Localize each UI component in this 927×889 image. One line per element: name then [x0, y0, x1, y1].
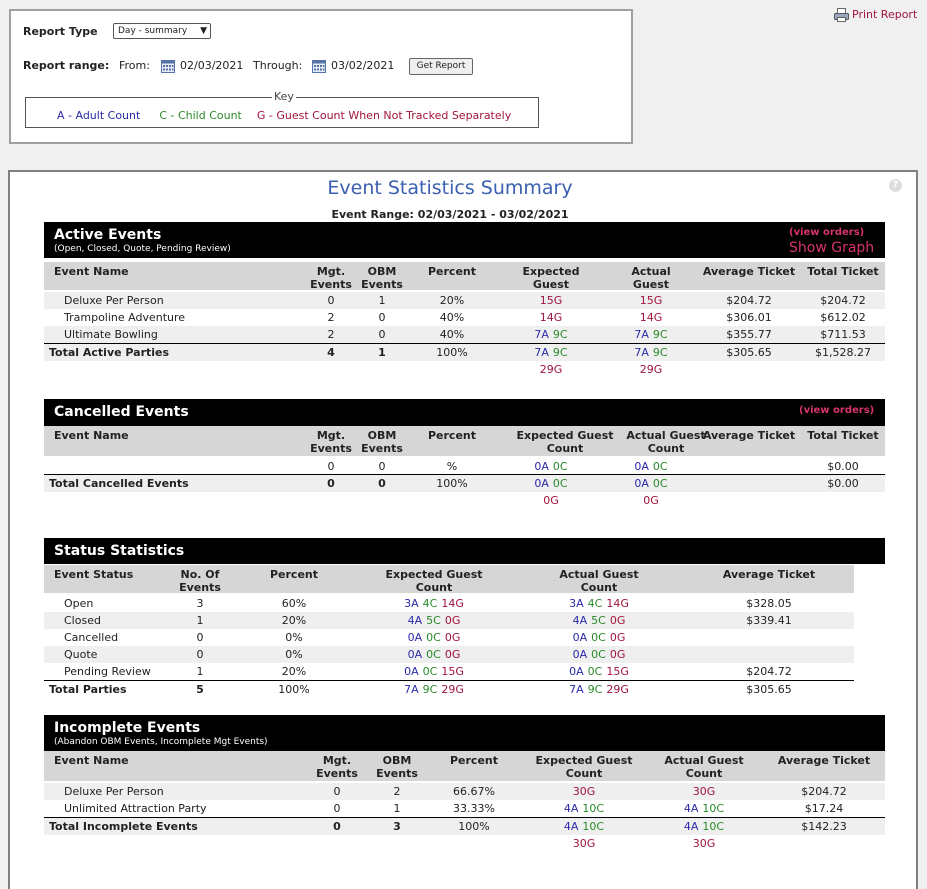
- expected-guest: [500, 460, 602, 473]
- through-label: Through:: [253, 59, 303, 72]
- total-label: Total Incomplete Events: [49, 820, 198, 833]
- guest-count-part: 30G: [572, 785, 596, 798]
- table-row: [44, 595, 854, 612]
- total-guest-row: [44, 835, 885, 852]
- guest-count-part: 4A: [683, 802, 699, 815]
- average-ticket: $305.65: [746, 683, 792, 696]
- expected-guest: [500, 346, 602, 359]
- active-events-title: Active Events: [54, 227, 162, 243]
- obm-events: 3: [393, 820, 401, 833]
- incomplete-events-subtitle: (Abandon OBM Events, Incomplete Mgt Events): [54, 737, 268, 747]
- percent: 100%: [458, 820, 490, 833]
- actual-guest: [534, 648, 664, 661]
- total-row: [44, 475, 885, 492]
- guest-count-part: 4A: [563, 802, 579, 815]
- number-of-events: 0: [196, 648, 204, 661]
- column-header-row: [44, 565, 854, 593]
- guest-count-part: 15G: [539, 294, 563, 307]
- percent: 100%: [436, 477, 468, 490]
- percent: 0%: [285, 648, 303, 661]
- percent: 40%: [439, 328, 465, 341]
- guest-count-part: 0C: [587, 665, 603, 678]
- mgt-events: 4: [327, 346, 335, 359]
- expected-guest: [500, 294, 602, 307]
- guest-count-part: 9C: [652, 346, 668, 359]
- column-header: Average Ticket: [702, 265, 796, 278]
- percent: 60%: [281, 597, 307, 610]
- percent: 20%: [281, 614, 307, 627]
- column-header: Total Ticket: [807, 429, 879, 442]
- guest-count-part: 3A: [404, 597, 419, 610]
- report-title: Event Statistics Summary: [327, 177, 573, 199]
- guest-count-part: 10C: [582, 820, 605, 833]
- guest-count-part: 10C: [702, 802, 725, 815]
- percent: 20%: [281, 665, 307, 678]
- column-header: Average Ticket: [722, 568, 816, 581]
- average-ticket: $204.72: [746, 665, 792, 678]
- cancelled-events-header: [44, 399, 885, 426]
- obm-events: 0: [378, 311, 386, 324]
- expected-guest: [500, 477, 602, 490]
- total-ticket: $711.53: [820, 328, 866, 341]
- guest-count-part: 0G: [609, 614, 626, 627]
- guest-count-part: 0C: [552, 460, 568, 473]
- key-legend-title: Key: [274, 90, 294, 103]
- average-ticket: $355.77: [726, 328, 772, 341]
- expected-guest: [500, 328, 602, 341]
- percent: 40%: [439, 311, 465, 324]
- table-row: [44, 783, 885, 800]
- column-header: Expected Guest Count: [385, 568, 483, 594]
- total-row: [44, 344, 885, 361]
- incomplete-events-header: [44, 715, 885, 751]
- table-row: [44, 612, 854, 629]
- active-events-subtitle: (Open, Closed, Quote, Pending Review): [54, 244, 231, 254]
- event-name: Deluxe Per Person: [64, 294, 164, 307]
- report-range-text: Event Range: 02/03/2021 - 03/02/2021: [331, 208, 569, 221]
- column-header: Total Ticket: [807, 265, 879, 278]
- guest-count-part: 7A: [534, 346, 549, 359]
- expected-guest: [524, 802, 644, 815]
- guest-count-part: 7A: [569, 683, 584, 696]
- obm-events: 1: [378, 346, 386, 359]
- guest-count-part: 9C: [652, 328, 668, 341]
- column-header-row: [44, 751, 885, 781]
- guest-count-part: 0G: [444, 648, 461, 661]
- guest-count-part: 0A: [407, 648, 423, 661]
- expected-guest: [364, 597, 504, 610]
- incomplete-events-title: Incomplete Events: [54, 720, 201, 736]
- print-report-link[interactable]: [834, 8, 917, 22]
- event-status: Quote: [64, 648, 98, 661]
- actual-guest-total: 30G: [692, 837, 716, 850]
- view-orders-link[interactable]: (view orders): [799, 405, 875, 416]
- total-row: [44, 681, 854, 698]
- column-header: Mgt. Events: [316, 754, 358, 780]
- event-name: Trampoline Adventure: [64, 311, 186, 324]
- report-type-value: Day - summary: [118, 26, 188, 36]
- guest-count-part: 0A: [534, 477, 549, 490]
- percent: 100%: [278, 683, 310, 696]
- help-icon[interactable]: ?: [889, 179, 902, 192]
- total-ticket: $1,528.27: [815, 346, 871, 359]
- expected-guest: [364, 665, 504, 678]
- table-row: [44, 458, 885, 475]
- from-label: From:: [119, 59, 150, 72]
- number-of-events: 5: [196, 683, 204, 696]
- event-status: Open: [64, 597, 94, 610]
- expected-guest: [524, 785, 644, 798]
- column-header: OBM Events: [361, 265, 403, 291]
- actual-guest: [534, 597, 664, 610]
- active-events-header: [44, 222, 885, 258]
- column-header: Actual Guest: [631, 265, 671, 291]
- obm-events: 0: [378, 460, 386, 473]
- guest-count-part: 4C: [587, 597, 603, 610]
- actual-guest: [534, 683, 664, 696]
- guest-count-part: 4A: [407, 614, 423, 627]
- guest-count-part: 14G: [639, 311, 663, 324]
- guest-count-part: 7A: [404, 683, 419, 696]
- actual-guest: [616, 328, 686, 341]
- guest-count-part: 15G: [639, 294, 663, 307]
- actual-guest: [616, 460, 686, 473]
- event-name: Unlimited Attraction Party: [64, 802, 207, 815]
- from-date-value[interactable]: 02/03/2021: [180, 59, 244, 72]
- total-ticket: $612.02: [820, 311, 866, 324]
- column-header: OBM Events: [376, 754, 418, 780]
- guest-count-part: 0A: [634, 477, 649, 490]
- column-header: Expected Guest Count: [516, 429, 614, 455]
- guest-count-part: 7A: [534, 328, 549, 341]
- guest-count-part: 0C: [552, 477, 568, 490]
- guest-count-part: 0A: [634, 460, 649, 473]
- percent: %: [446, 460, 458, 473]
- cancelled-events-section: [44, 399, 885, 519]
- guest-count-part: 0C: [426, 648, 441, 661]
- average-ticket: $204.72: [726, 294, 772, 307]
- number-of-events: 1: [196, 614, 204, 627]
- total-ticket: $0.00: [827, 460, 859, 473]
- guest-count-part: 0G: [609, 631, 626, 644]
- column-header: Expected Guest: [522, 265, 580, 291]
- guest-count-part: 7A: [634, 328, 649, 341]
- percent: 66.67%: [453, 785, 495, 798]
- column-header: Actual Guest Count: [559, 568, 639, 594]
- average-ticket: $339.41: [746, 614, 792, 627]
- column-header: Mgt. Events: [310, 265, 352, 291]
- guest-count-part: 4A: [563, 820, 579, 833]
- actual-guest: [616, 294, 686, 307]
- expected-guest: [364, 631, 504, 644]
- mgt-events: 2: [327, 311, 335, 324]
- guest-count-part: 14G: [606, 597, 629, 610]
- obm-events: 2: [393, 785, 401, 798]
- event-status: Cancelled: [64, 631, 119, 644]
- guest-count-part: 15G: [606, 665, 629, 678]
- expected-guest-total: 29G: [539, 363, 563, 376]
- actual-guest: [616, 477, 686, 490]
- guest-count-part: 0A: [404, 665, 419, 678]
- obm-events: 0: [378, 328, 386, 341]
- event-name: Deluxe Per Person: [64, 785, 164, 798]
- mgt-events: 0: [333, 820, 341, 833]
- column-header: OBM Events: [361, 429, 403, 455]
- mgt-events: 0: [327, 477, 335, 490]
- actual-guest: [654, 802, 754, 815]
- guest-count-part: 29G: [606, 683, 629, 696]
- actual-guest: [534, 665, 664, 678]
- event-name: Ultimate Bowling: [64, 328, 158, 341]
- column-header: Event Name: [54, 429, 129, 442]
- expected-guest-total: 30G: [572, 837, 596, 850]
- actual-guest-total: 29G: [639, 363, 663, 376]
- calendar-icon[interactable]: [312, 59, 326, 73]
- total-label: Total Active Parties: [49, 346, 170, 359]
- obm-events: 1: [378, 294, 386, 307]
- column-header: Percent: [427, 265, 477, 278]
- average-ticket: $328.05: [746, 597, 792, 610]
- view-orders-link[interactable]: (view orders): [789, 227, 865, 238]
- number-of-events: 1: [196, 665, 204, 678]
- expected-guest: [364, 614, 504, 627]
- guest-count-part: 0G: [609, 648, 626, 661]
- guest-count-part: 0C: [422, 665, 438, 678]
- column-header: Expected Guest Count: [535, 754, 633, 780]
- guest-count-part: 9C: [552, 328, 568, 341]
- column-header: Mgt. Events: [310, 429, 352, 455]
- guest-count-part: 0G: [444, 614, 461, 627]
- expected-guest: [500, 311, 602, 324]
- guest-count-part: 0C: [591, 631, 606, 644]
- status-statistics-section: [44, 538, 885, 708]
- total-guest-row: [44, 361, 885, 378]
- guest-count-part: 5C: [426, 614, 441, 627]
- total-label: Total Parties: [49, 683, 127, 696]
- number-of-events: 0: [196, 631, 204, 644]
- total-row: [44, 818, 885, 835]
- event-status: Closed: [64, 614, 101, 627]
- guest-count-part: 10C: [702, 820, 725, 833]
- guest-count-part: 15G: [441, 665, 464, 678]
- report-type-label: Report Type: [23, 25, 98, 38]
- percent: 33.33%: [453, 802, 495, 815]
- key-adult: A - Adult Count: [57, 109, 141, 122]
- average-ticket: $305.65: [726, 346, 772, 359]
- average-ticket: $204.72: [801, 785, 847, 798]
- event-status: Pending Review: [64, 665, 151, 678]
- guest-count-part: 9C: [587, 683, 603, 696]
- expected-guest-total: 0G: [543, 494, 559, 507]
- report-panel: [8, 170, 918, 889]
- table-row: [44, 292, 885, 309]
- obm-events: 1: [393, 802, 401, 815]
- guest-count-part: 0C: [652, 460, 668, 473]
- through-date-value[interactable]: 03/02/2021: [331, 59, 395, 72]
- actual-guest: [654, 785, 754, 798]
- guest-count-part: 7A: [634, 346, 649, 359]
- status-statistics-header: [44, 538, 885, 564]
- column-header: Actual Guest Count: [626, 429, 706, 455]
- expected-guest: [524, 820, 644, 833]
- column-header: Average Ticket: [777, 754, 871, 767]
- guest-count-part: 5C: [591, 614, 606, 627]
- printer-icon: [834, 8, 852, 21]
- guest-count-part: 4A: [683, 820, 699, 833]
- guest-count-part: 0A: [572, 648, 588, 661]
- column-header: No. Of Events: [179, 568, 221, 594]
- total-guest-row: [44, 492, 885, 509]
- mgt-events: 0: [327, 294, 335, 307]
- get-report-button[interactable]: Get Report: [409, 58, 473, 75]
- actual-guest: [616, 346, 686, 359]
- show-graph-link[interactable]: Show Graph: [789, 240, 875, 256]
- total-ticket: $0.00: [827, 477, 859, 490]
- table-row: [44, 326, 885, 343]
- incomplete-events-section: [44, 715, 885, 855]
- column-header: Actual Guest Count: [664, 754, 744, 780]
- guest-count-part: 4C: [422, 597, 438, 610]
- obm-events: 0: [378, 477, 386, 490]
- key-legend-box: [25, 90, 539, 128]
- guest-count-part: 9C: [552, 346, 568, 359]
- percent: 100%: [436, 346, 468, 359]
- actual-guest: [534, 631, 664, 644]
- guest-count-part: 3A: [569, 597, 584, 610]
- guest-count-part: 0G: [444, 631, 461, 644]
- column-header: Percent: [449, 754, 499, 767]
- average-ticket: $17.24: [804, 802, 844, 815]
- guest-count-part: 9C: [422, 683, 438, 696]
- mgt-events: 0: [333, 785, 341, 798]
- percent: 0%: [285, 631, 303, 644]
- column-header: Average Ticket: [702, 429, 796, 442]
- key-child: C - Child Count: [159, 109, 242, 122]
- mgt-events: 0: [333, 802, 341, 815]
- column-header-row: [44, 262, 885, 290]
- actual-guest: [654, 820, 754, 833]
- column-header: Event Name: [54, 265, 129, 278]
- actual-guest: [616, 311, 686, 324]
- actual-guest: [534, 614, 664, 627]
- key-legend-items: [57, 109, 511, 122]
- print-report-label: Print Report: [852, 8, 918, 21]
- mgt-events: 0: [327, 460, 335, 473]
- total-label: Total Cancelled Events: [49, 477, 189, 490]
- report-type-select[interactable]: [113, 23, 211, 39]
- guest-count-part: 0A: [569, 665, 584, 678]
- guest-count-part: 10C: [582, 802, 605, 815]
- guest-count-part: 14G: [441, 597, 464, 610]
- actual-guest-total: 0G: [643, 494, 659, 507]
- column-header: Event Status: [54, 568, 134, 581]
- report-range-label: Report range:: [23, 59, 110, 72]
- expected-guest: [364, 683, 504, 696]
- table-row: [44, 309, 885, 326]
- chevron-down-icon: ▼: [200, 26, 207, 36]
- status-statistics-title: Status Statistics: [54, 543, 185, 559]
- report-filter-panel: [9, 9, 633, 144]
- column-header-row: [44, 426, 885, 456]
- cancelled-events-title: Cancelled Events: [54, 404, 189, 420]
- table-row: [44, 663, 854, 680]
- guest-count-part: 0A: [407, 631, 423, 644]
- guest-count-part: 14G: [539, 311, 563, 324]
- percent: 20%: [439, 294, 465, 307]
- table-row: [44, 646, 854, 663]
- guest-count-part: 4A: [572, 614, 588, 627]
- guest-count-part: 0C: [426, 631, 441, 644]
- average-ticket: $306.01: [726, 311, 772, 324]
- active-events-section: [44, 222, 885, 402]
- column-header: Percent: [269, 568, 319, 581]
- mgt-events: 2: [327, 328, 335, 341]
- table-row: [44, 629, 854, 646]
- guest-count-part: 0C: [591, 648, 606, 661]
- guest-count-part: 0A: [572, 631, 588, 644]
- average-ticket: $142.23: [801, 820, 847, 833]
- guest-count-part: 0A: [534, 460, 549, 473]
- column-header: Event Name: [54, 754, 129, 767]
- guest-count-part: 29G: [441, 683, 464, 696]
- total-ticket: $204.72: [820, 294, 866, 307]
- number-of-events: 3: [196, 597, 204, 610]
- calendar-icon[interactable]: [161, 59, 175, 73]
- table-row: [44, 800, 885, 817]
- guest-count-part: 30G: [692, 785, 716, 798]
- expected-guest: [364, 648, 504, 661]
- column-header: Percent: [427, 429, 477, 442]
- guest-count-part: 0C: [652, 477, 668, 490]
- key-guest: G - Guest Count When Not Tracked Separately: [256, 109, 512, 122]
